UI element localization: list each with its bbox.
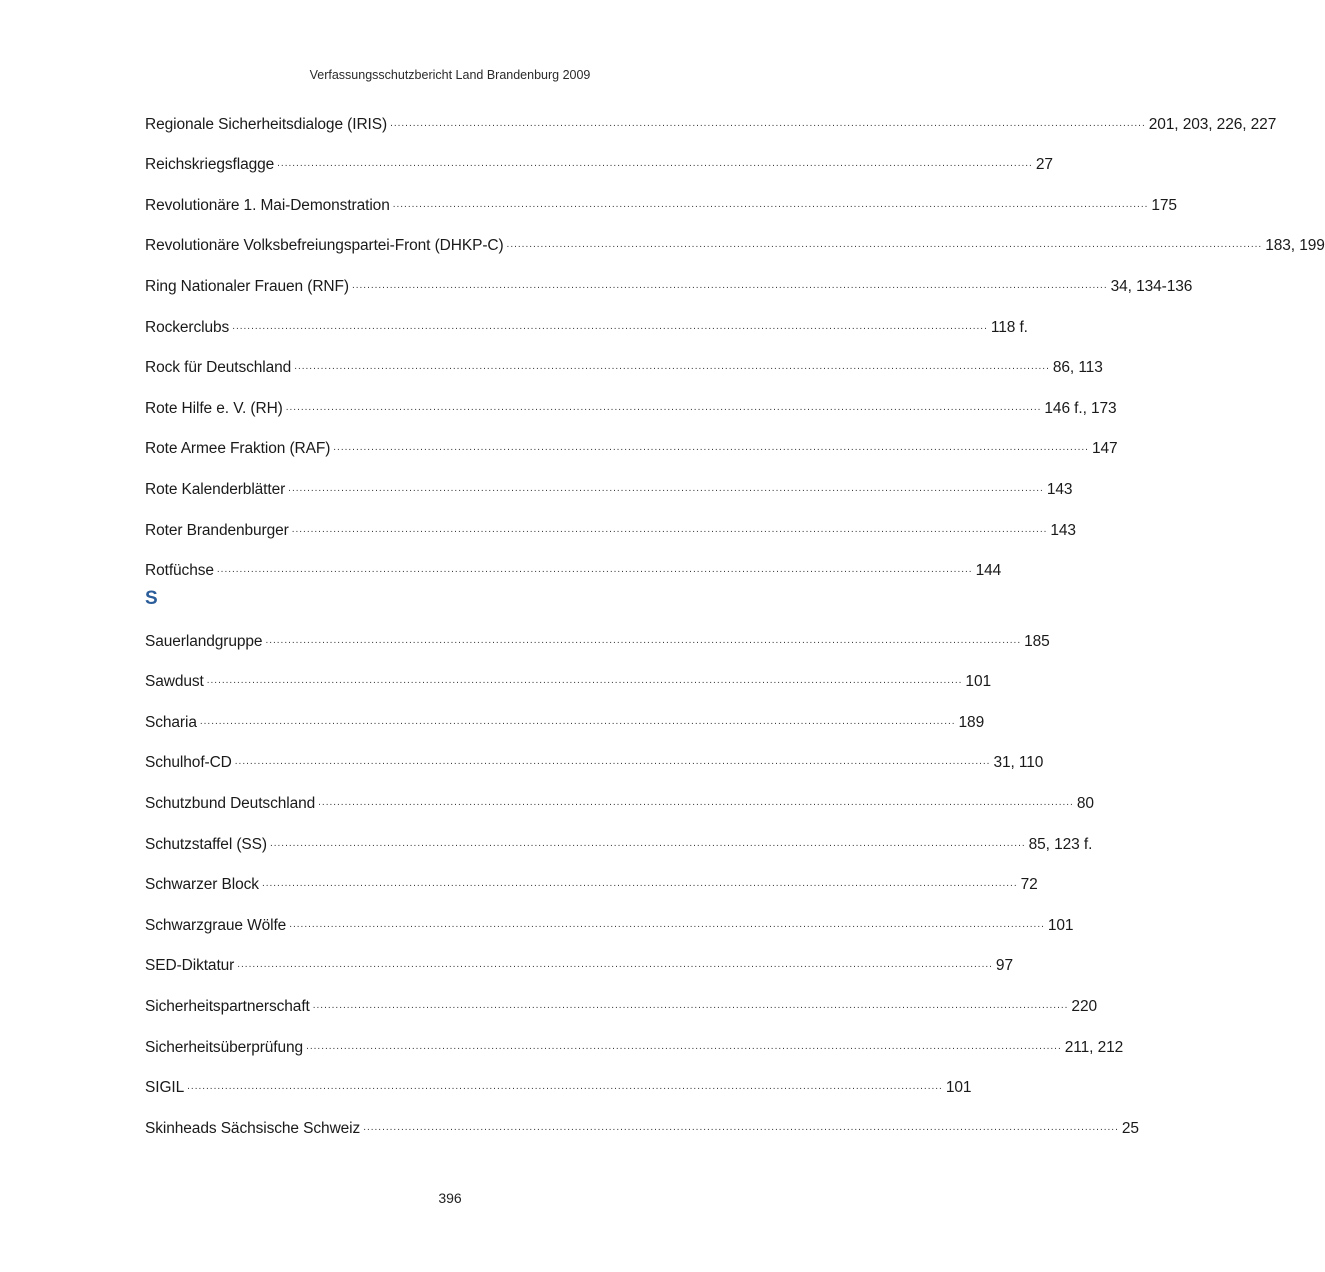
index-page-refs: 86, 113 <box>1052 359 1103 377</box>
index-page-refs: 146 f., 173 <box>1044 399 1117 417</box>
index-term: Schulhof-CD <box>145 754 232 772</box>
index-entry <box>145 855 1038 896</box>
index-entry <box>145 459 1073 500</box>
dot-leader: ........................................................................................................................................................................................................ <box>187 1081 943 1093</box>
index-entry <box>145 814 1093 855</box>
index-term: Sauerlandgruppe <box>145 632 263 650</box>
dot-leader: ........................................................................................................................................................................................................ <box>291 523 1048 535</box>
index-term: Ring Nationaler Frauen (RNF) <box>145 277 349 295</box>
dot-leader: ........................................................................................................................................................................................................ <box>277 158 1033 170</box>
index-term: Scharia <box>145 713 197 731</box>
index-page-refs: 34, 134-136 <box>1110 277 1193 295</box>
index-page-refs: 144 <box>975 562 1002 580</box>
index-page-refs: 147 <box>1091 440 1118 458</box>
index-term: Reichskriegsflagge <box>145 156 275 174</box>
index-term: Rote Kalenderblätter <box>145 480 286 498</box>
index-page-refs: 175 <box>1151 196 1177 214</box>
dot-leader: ........................................................................................................................................................................................................ <box>261 878 1018 890</box>
dot-leader: ........................................................................................................................................................................................................ <box>289 918 1045 930</box>
index-entry <box>145 94 1277 135</box>
index-term: Revolutionäre Volksbefreiungspartei-Front (DHKP-C) <box>145 237 504 255</box>
index-page-refs: 185 <box>1024 632 1050 650</box>
section-letter-s: S <box>145 588 158 609</box>
dot-leader: ........................................................................................................................................................................................................ <box>199 715 956 727</box>
index-term: Regionale Sicherheitsdialoge (IRIS) <box>145 115 388 133</box>
index-entry <box>145 1017 1124 1058</box>
index-page-refs: 80 <box>1076 794 1094 812</box>
index-term: Revolutionäre 1. Mai-Demonstration <box>145 196 390 214</box>
dot-leader: ........................................................................................................................................................................................................ <box>312 999 1069 1011</box>
dot-leader: ........................................................................................................................................................................................................ <box>265 634 1022 646</box>
index-entry <box>145 652 991 693</box>
index-page-refs: 211, 212 <box>1064 1038 1124 1056</box>
index-term: Sawdust <box>145 673 204 691</box>
index-page-refs: 97 <box>995 957 1013 975</box>
dot-leader: ........................................................................................................................................................................................................ <box>306 1040 1062 1052</box>
page-number: 396 <box>438 1190 462 1206</box>
index-page-refs: 143 <box>1046 480 1073 498</box>
dot-leader: ........................................................................................................................................................................................................ <box>269 837 1026 849</box>
dot-leader: ........................................................................................................................................................................................................ <box>318 796 1074 808</box>
index-section-s <box>145 611 1139 1139</box>
index-term: Rotfüchse <box>145 562 214 580</box>
dot-leader: ........................................................................................................................................................................................................ <box>206 675 963 687</box>
index-entry <box>145 175 1177 216</box>
index-term: Rockerclubs <box>145 318 230 336</box>
index-entry <box>145 733 1044 774</box>
index-section-r <box>145 94 1325 581</box>
index-page-refs: 85, 123 f. <box>1028 835 1093 853</box>
index-page-refs: 31, 110 <box>993 754 1044 772</box>
index-term: Roter Brandenburger <box>145 521 289 539</box>
dot-leader: ........................................................................................................................................................................................................ <box>285 401 1042 413</box>
index-entry <box>145 378 1117 419</box>
index-term: Rock für Deutschland <box>145 359 292 377</box>
dot-leader: ........................................................................................................................................................................................................ <box>232 320 988 332</box>
index-page-refs: 27 <box>1035 156 1053 174</box>
index-page-refs: 101 <box>1047 916 1074 934</box>
index-entry <box>145 541 1002 582</box>
index-entry <box>145 895 1074 936</box>
index-entry <box>145 1098 1139 1139</box>
index-entry <box>145 256 1193 297</box>
dot-leader: ........................................................................................................................................................................................................ <box>392 198 1149 210</box>
index-term: Schutzstaffel (SS) <box>145 835 267 853</box>
dot-leader: ........................................................................................................................................................................................................ <box>333 442 1089 454</box>
index-page-refs: 183, 199 <box>1265 237 1325 255</box>
index-term: Sicherheitsüberprüfung <box>145 1038 304 1056</box>
index-term: Rote Hilfe e. V. (RH) <box>145 399 283 417</box>
index-term: Schwarzer Block <box>145 876 259 894</box>
index-entry <box>145 297 1028 338</box>
index-term: Schutzbund Deutschland <box>145 794 316 812</box>
index-entry <box>145 611 1050 652</box>
index-entry <box>145 419 1118 460</box>
index-entry <box>145 1058 972 1099</box>
page-header: Verfassungsschutzbericht Land Brandenburg 2009 <box>309 68 591 82</box>
index-entry <box>145 976 1097 1017</box>
dot-leader: ........................................................................................................................................................................................................ <box>237 959 993 971</box>
dot-leader: ........................................................................................................................................................................................................ <box>351 279 1108 291</box>
index-page-refs: 25 <box>1121 1119 1139 1137</box>
index-term: SIGIL <box>145 1079 185 1097</box>
index-page-refs: 143 <box>1050 521 1076 539</box>
dot-leader: ........................................................................................................................................................................................................ <box>294 361 1050 373</box>
index-entry <box>145 216 1325 257</box>
dot-leader: ........................................................................................................................................................................................................ <box>234 756 991 768</box>
index-page-refs: 201, 203, 226, 227 <box>1148 115 1277 133</box>
index-entry <box>145 135 1053 176</box>
dot-leader: ........................................................................................................................................................................................................ <box>288 482 1044 494</box>
index-term: SED-Diktatur <box>145 957 235 975</box>
dot-leader: ........................................................................................................................................................................................................ <box>216 564 973 576</box>
index-term: Schwarzgraue Wölfe <box>145 916 287 934</box>
index-term: Skinheads Sächsische Schweiz <box>145 1119 361 1137</box>
dot-leader: ........................................................................................................................................................................................................ <box>390 117 1146 129</box>
index-entry <box>145 936 1013 977</box>
index-entry <box>145 338 1103 379</box>
index-page-refs: 101 <box>945 1079 972 1097</box>
index-entry <box>145 692 985 733</box>
index-entry <box>145 500 1076 541</box>
dot-leader: ........................................................................................................................................................................................................ <box>363 1121 1119 1133</box>
index-term: Rote Armee Fraktion (RAF) <box>145 440 331 458</box>
index-page-refs: 220 <box>1071 997 1097 1015</box>
index-page-refs: 189 <box>958 713 985 731</box>
dot-leader: ........................................................................................................................................................................................................ <box>506 239 1263 251</box>
index-page-refs: 72 <box>1020 876 1038 894</box>
index-page-refs: 118 f. <box>990 318 1028 336</box>
index-page-refs: 101 <box>965 673 991 691</box>
index-entry <box>145 773 1094 814</box>
index-term: Sicherheitspartnerschaft <box>145 997 310 1015</box>
